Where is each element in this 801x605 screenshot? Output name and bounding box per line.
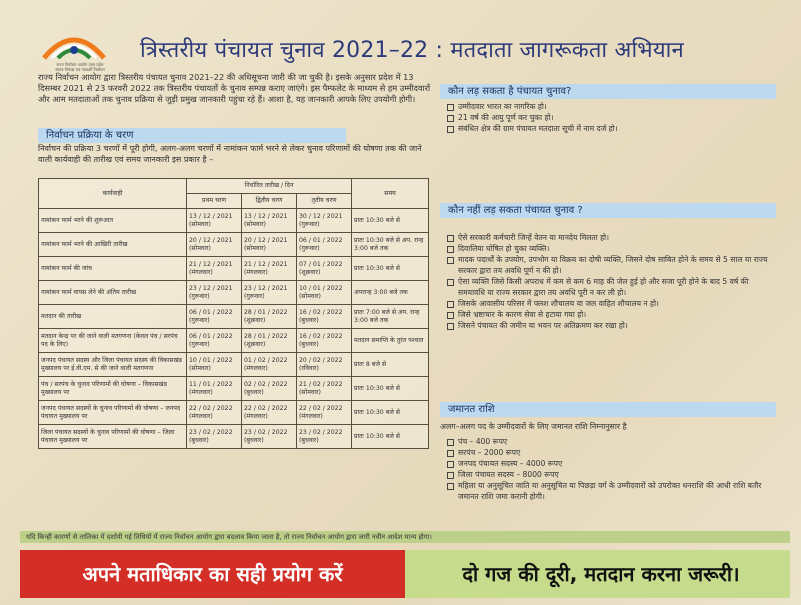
cell-time: प्रातः 10:30 बजे से (352, 401, 429, 425)
cell-time: अपरान्ह 3:00 बजे तक (352, 281, 429, 305)
cell-time: प्रातः 7:00 बजे से अप. रान्ह 3:00 बजे तक (352, 305, 429, 329)
cell-phase-3: 21 / 02 / 2022 (सोमवार) (297, 377, 352, 401)
cell-time: प्रातः 8 बजे से (352, 353, 429, 377)
cell-phase-2: 13 / 12 / 2021 (सोमवार) (242, 209, 297, 233)
cell-phase-2: 28 / 01 / 2022 (शुक्रवार) (242, 305, 297, 329)
cell-phase-3: 16 / 02 / 2022 (बुधवार) (297, 305, 352, 329)
cell-activity: जनपद पंचायत सदस्य और जिला पंचायत सदस्य की विकासखंड मुख्यालय पर ई.वी.एम. से की जाने वाली मतगणना (39, 353, 187, 377)
list-item: जिसने पंचायत की जमीन या भवन पर अतिक्रमण कर रखा हो। (446, 320, 776, 331)
cell-phase-2: 23 / 02 / 2022 (बुधवार) (242, 425, 297, 449)
cell-time: प्रातः 10:30 बजे से (352, 209, 429, 233)
schedule-table (38, 178, 429, 449)
process-text: निर्वाचन की प्रक्रिया 3 चरणों में पूरी होगी, अलग-अलग चरणों में नामांकन फार्म भरने से लेकर चुनाव परिणामों की घोषणा तक की जाने वाली कार्यवाही की तारीख एवं समय जानकारी इस प्रकार है – (38, 144, 422, 164)
cell-phase-3: 20 / 02 / 2022 (रविवार) (297, 353, 352, 377)
table-row (39, 209, 429, 233)
list-item: उम्मीदवार भारत का नागरिक हो। (446, 101, 776, 112)
header-activity: कार्यवाही (39, 179, 187, 209)
list-item: सरपंच – 2000 रूपए (446, 447, 776, 458)
cell-phase-2: 21 / 12 / 2021 (मंगलवार) (242, 257, 297, 281)
deposit-intro: अलग–अलग पद के उम्मीदवारों के लिए जमानत राशि निम्नानुसार है (440, 422, 627, 431)
cell-phase-1: 22 / 02 / 2022 (मंगलवार) (187, 401, 242, 425)
table-row (39, 257, 429, 281)
logo-caption: राज्य निर्वाचन आयोग उत्तर प्रदेश स्वतंत्र निष्पक्ष एवं पारदर्शी निर्वाचन (55, 62, 105, 72)
cell-activity: जिला पंचायत सदस्यों के चुनाव परिणामों की घोषणा – जिला पंचायत मुख्यालय पर (39, 425, 187, 449)
header-time: समय (352, 179, 429, 209)
cell-phase-3: 06 / 01 / 2022 (गुरूवार) (297, 233, 352, 257)
cell-phase-2: 02 / 02 / 2022 (बुधवार) (242, 377, 297, 401)
header-phase-2: द्वितीय चरण (242, 194, 297, 209)
cell-phase-1: 21 / 12 / 2021 (मंगलवार) (187, 257, 242, 281)
cell-activity: मतदान केन्द्र पर की जाने वाली मतगणना (केवल पंच / सरपंच पद के लिए) (39, 329, 187, 353)
cell-activity: पंच / सरपंच के चुनाव परिणामों की घोषणा – विकासखंड मुख्यालय पर (39, 377, 187, 401)
cell-phase-2: 28 / 01 / 2022 (शुक्रवार) (242, 329, 297, 353)
table-header-row (39, 179, 429, 194)
deposit-heading: जमानत राशि (440, 402, 776, 417)
cell-time: मतदान समाप्ति के तुरंत पश्चात (352, 329, 429, 353)
cell-activity: नामांकन फार्म भरने की आखिरी तारीख (39, 233, 187, 257)
cell-activity: नामांकन फार्म वापस लेने की अंतिम तारीख (39, 281, 187, 305)
eligible-heading: कौन लड़ सकता है पंचायत चुनाव? (440, 84, 776, 99)
table-row (39, 401, 429, 425)
cell-phase-3: 22 / 02 / 2022 (मंगलवार) (297, 401, 352, 425)
ineligible-list (446, 232, 776, 331)
list-item: ऐसा व्यक्ति जिसे किसी अपराध में कम से कम 6 माह की जेल हुई हो और सजा पूरी होने के बाद 5 वर्ष की समयावधि या राज्य सरकार द्वारा तय अवधि पूरी न कर ली हो। (446, 276, 776, 298)
cell-phase-1: 06 / 01 / 2022 (गुरूवार) (187, 305, 242, 329)
list-item: संबंधित क्षेत्र की ग्राम पंचायत मतदाता सूची में नाम दर्ज हो। (446, 123, 776, 134)
table-row (39, 425, 429, 449)
intro-paragraph: राज्य निर्वाचन आयोग द्वारा त्रिस्तरीय पंचायत चुनाव 2021–22 की अधिसूचना जारी की जा चुकी है। इसके अनुसार प्रदेश में 13 दिसम्बर 2021 से 23 फरवरी 2022 तक त्रिस्तरीय पंचायतों के चुनाव सम्पन्न कराए जाएंगे। इस पैम्फलेट के माध्यम से हम उम्मीदवारों और आम मतदाताओं तक चुनाव प्रक्रिया से जुड़ी प्रमुख जानकारी पहुंचा रहे हैं। आशा है, यह जानकारी आपके लिए उपयोगी होगी। (38, 72, 431, 105)
deposit-list (446, 436, 776, 502)
cell-time: प्रातः 10:30 बजे से (352, 377, 429, 401)
cell-phase-1: 06 / 01 / 2022 (गुरूवार) (187, 329, 242, 353)
list-item: जिसके आवासीय परिसर में फ्लश शौचालय या जल वाहित शौचालय न हो। (446, 298, 776, 309)
table-row (39, 329, 429, 353)
slogan-right: दो गज की दूरी, मतदान करना जरूरी। (462, 562, 740, 586)
list-item: दिवालिया घोषित हो चुका व्यक्ति। (446, 243, 776, 254)
cell-phase-3: 16 / 02 / 2022 (बुधवार) (297, 329, 352, 353)
cell-activity: मतदान की तारीख (39, 305, 187, 329)
list-item: पंच – 400 रूपए (446, 436, 776, 447)
ineligible-heading: कौन नहीं लड़ सकता पंचायत चुनाव ? (440, 203, 776, 218)
cell-time: प्रातः 10:30 बजे से (352, 425, 429, 449)
cell-phase-1: 11 / 01 / 2022 (मंगलवार) (187, 377, 242, 401)
cell-phase-2: 23 / 12 / 2021 (गुरूवार) (242, 281, 297, 305)
list-item: मादक पदार्थों के उपयोग, उपभोग या विक्रय का दोषी व्यक्ति, जिसने दोष साबित होने के समय से 5 साल या राज्य सरकार द्वारा तय अवधि पूर्ण न की हो। (446, 254, 776, 276)
logo-icon (38, 28, 110, 62)
header-dates: निर्धारित तारीख / दिन (187, 179, 352, 194)
table-row (39, 377, 429, 401)
cell-phase-1: 10 / 01 / 2022 (सोमवार) (187, 353, 242, 377)
table-row (39, 233, 429, 257)
cell-time: प्रातः 10:30 बजे से अप. रान्ह 3:00 बजे तक (352, 233, 429, 257)
page-title: त्रिस्तरीय पंचायत चुनाव 2021–22 : मतदाता जागरूकता अभियान (140, 38, 684, 63)
list-item: 21 वर्ष की आयु पूर्ण कर चुका हो। (446, 112, 776, 123)
cell-phase-1: 23 / 12 / 2021 (गुरूवार) (187, 281, 242, 305)
cell-activity: नामांकन फार्म भरने की शुरूआत (39, 209, 187, 233)
cell-activity: जनपद पंचायत सदस्यों के चुनाव परिणामों की घोषणा – जनपद पंचायत मुख्यालय पर (39, 401, 187, 425)
cell-activity: नामांकन फार्म की जांच (39, 257, 187, 281)
eligible-list (446, 101, 776, 134)
cell-phase-3: 10 / 01 / 2022 (सोमवार) (297, 281, 352, 305)
list-item: जनपद पंचायत सदस्य – 4000 रूपए (446, 458, 776, 469)
table-row (39, 353, 429, 377)
header-phase-3: तृतीय चरण (297, 194, 352, 209)
cell-phase-2: 01 / 02 / 2022 (मंगलवार) (242, 353, 297, 377)
cell-phase-3: 07 / 01 / 2022 (शुक्रवार) (297, 257, 352, 281)
list-item: महिला या अनुसूचित जाति या अनुसूचित या पिछड़ा वर्ग के उम्मीदवारों को उपरोक्त धनराशि की आधी राशि बतौर जमानत राशि जमा करानी होगी। (446, 480, 776, 502)
footnote: यदि किन्हीं कारणों से तालिका में दर्शायी गई तिथियों में राज्य निर्वाचन आयोग द्वारा बदलाव किया जाता है, तो राज्य निर्वाचन आयोग द्वारा जारी नवीन आदेश मान्य होगा। (20, 531, 790, 543)
slogan-left: अपने मताधिकार का सही प्रयोग करें (20, 550, 405, 598)
cell-phase-3: 23 / 02 / 2022 (बुधवार) (297, 425, 352, 449)
cell-phase-2: 20 / 12 / 2021 (सोमवार) (242, 233, 297, 257)
cell-phase-2: 22 / 02 / 2022 (मंगलवार) (242, 401, 297, 425)
header-phase-1: प्रथम चरण (187, 194, 242, 209)
list-item: ऐसे सरकारी कर्मचारी जिन्हें वेतन या मानदेय मिलता हो। (446, 232, 776, 243)
cell-phase-1: 23 / 02 / 2022 (बुधवार) (187, 425, 242, 449)
process-heading: निर्वाचन प्रक्रिया के चरण (38, 128, 346, 143)
slogan-banner (20, 550, 790, 598)
cell-phase-1: 20 / 12 / 2021 (सोमवार) (187, 233, 242, 257)
cell-phase-3: 30 / 12 / 2021 (गुरूवार) (297, 209, 352, 233)
table-row (39, 305, 429, 329)
list-item: जिला पंचायत सदस्य – 8000 रूपए (446, 469, 776, 480)
cell-time: प्रातः 10:30 बजे से (352, 257, 429, 281)
list-item: जिसे भ्रष्टाचार के कारण सेवा से हटाया गया हो। (446, 309, 776, 320)
table-row (39, 281, 429, 305)
cell-phase-1: 13 / 12 / 2021 (सोमवार) (187, 209, 242, 233)
